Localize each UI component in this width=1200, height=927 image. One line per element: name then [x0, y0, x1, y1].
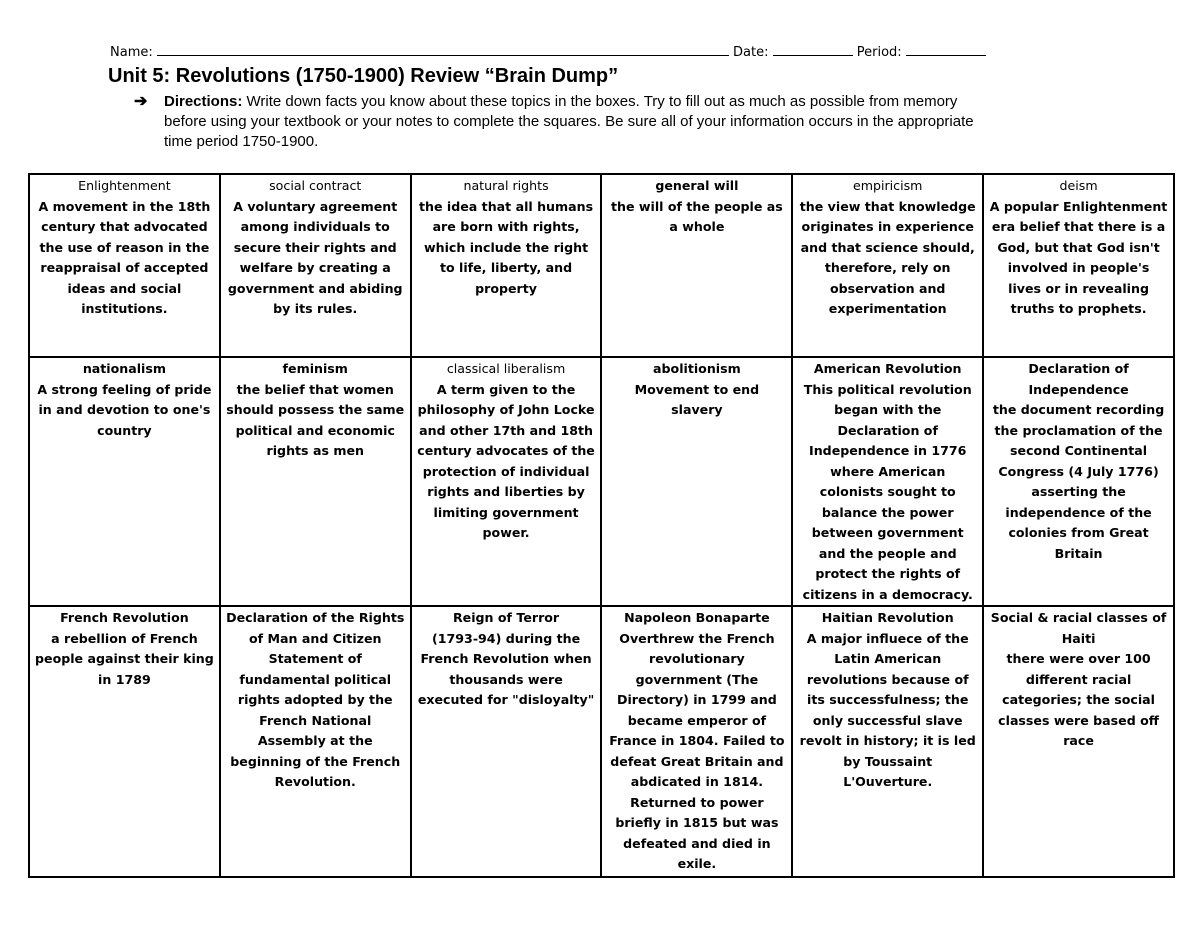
cell-definition: a rebellion of French people against their king in 1789 [35, 630, 214, 687]
grid-cell-haitian-revolution[interactable] [792, 606, 983, 877]
grid-cell-french-revolution[interactable] [29, 606, 220, 877]
grid-cell-nationalism[interactable] [29, 357, 220, 606]
cell-definition: the will of the people as a whole [611, 198, 783, 234]
cell-term: French Revolution [60, 610, 189, 625]
cell-definition: Movement to end slavery [634, 381, 760, 417]
name-label: Name: [110, 45, 153, 60]
cell-definition: the document recording the proclamation of the second Continental Congress (4 July 1776) asserting the independence of the colonies from Great Britain [992, 402, 1165, 561]
directions-label: Directions: [164, 93, 243, 110]
grid-cell-deism[interactable] [983, 174, 1174, 357]
grid-row [29, 606, 1174, 877]
grid-cell-natural-rights[interactable] [411, 174, 602, 357]
cell-definition: there were over 100 different racial categories; the social classes were based off race [998, 651, 1159, 748]
grid-cell-empiricism[interactable] [792, 174, 983, 357]
name-field[interactable] [157, 43, 729, 56]
date-label: Date: [733, 45, 769, 60]
cell-definition: A voluntary agreement among individuals to secure their rights and welfare by creating a government and abiding by its rules. [227, 198, 403, 316]
cell-term: classical liberalism [446, 361, 566, 376]
review-grid [28, 173, 1175, 878]
cell-definition: Statement of fundamental political rights adopted by the French National Assembly at the beginning of the French Revolution. [230, 651, 401, 789]
cell-term: abolitionism [653, 361, 741, 376]
cell-term: general will [655, 178, 739, 193]
cell-term: feminism [282, 361, 348, 376]
grid-cell-declaration-of-independence[interactable] [983, 357, 1174, 606]
period-label: Period: [856, 45, 902, 60]
grid-cell-classical-liberalism[interactable] [411, 357, 602, 606]
directions [136, 92, 1086, 152]
cell-term: natural rights [463, 178, 549, 193]
cell-term: empiricism [853, 178, 923, 193]
grid-cell-feminism[interactable] [220, 357, 411, 606]
cell-definition: A movement in the 18th century that advocated the use of reason in the reappraisal of accepted ideas and social institutions. [38, 198, 211, 316]
grid-cell-enlightenment[interactable] [29, 174, 220, 357]
cell-term: nationalism [82, 361, 166, 376]
grid-row [29, 174, 1174, 357]
directions-line-1 [136, 92, 1086, 112]
cell-definition: A popular Enlightenment era belief that there is a God, but that God isn't involved in people's lives or in revealing truths to prophets. [989, 198, 1168, 316]
cell-definition: (1793-94) during the French Revolution when thousands were executed for "disloyalty" [417, 630, 595, 707]
directions-line-2: before using your textbook or your notes to complete the squares. Be sure all of your information occurs in the appropriate [164, 113, 974, 130]
cell-definition: A strong feeling of pride in and devotion to one's country [37, 381, 212, 438]
grid-row [29, 357, 1174, 606]
cell-term: social contract [269, 178, 362, 193]
cell-term: Enlightenment [78, 178, 171, 193]
cell-term: American Revolution [813, 361, 962, 376]
cell-term: Reign of Terror [452, 610, 560, 625]
directions-line-3: time period 1750-1900. [164, 133, 319, 150]
grid-cell-reign-of-terror[interactable] [411, 606, 602, 877]
cell-term: Social & racial classes of Haiti [990, 610, 1167, 646]
page-title: Unit 5: Revolutions (1750-1900) Review “Brain Dump” [108, 65, 619, 87]
arrow-right-icon: ➔ [134, 93, 148, 110]
grid-cell-american-revolution[interactable] [792, 357, 983, 606]
cell-definition: A term given to the philosophy of John Locke and other 17th and 18th century advocates of the protection of individual rights and liberties by limiting government power. [417, 381, 595, 540]
grid-cell-rights-of-man[interactable] [220, 606, 411, 877]
cell-definition: This political revolution began with the Declaration of Independence in 1776 where American colonists sought to balance the power between government and the people and protect the rights of citizens in a democracy. [802, 381, 973, 602]
directions-text-1: Write down facts you know about these topics in the boxes. Try to fill out as much as possible from memory [242, 93, 958, 110]
cell-definition: Overthrew the French revolutionary government (The Directory) in 1799 and became emperor of France in 1804. Failed to defeat Great Britain and abdicated in 1814. Returned to power briefly in 1815 but was defeated and died in exile. [609, 630, 785, 871]
cell-definition: the idea that all humans are born with rights, which include the right to life, liberty, and property [419, 198, 594, 296]
cell-definition: A major influece of the Latin American revolutions because of its successfulness; the only successful slave revolt in history; it is led by Toussaint L'Ouverture. [799, 630, 976, 789]
cell-term: Napoleon Bonaparte [624, 610, 770, 625]
cell-definition: the view that knowledge originates in experience and that science should, therefore, rely on observation and experimentation [799, 198, 976, 316]
cell-term: Haitian Revolution [821, 610, 954, 625]
date-field[interactable] [773, 43, 853, 56]
cell-term: Declaration of the Rights of Man and Citizen [226, 610, 405, 646]
cell-definition: the belief that women should possess the same political and economic rights as men [226, 381, 405, 458]
grid-cell-social-contract[interactable] [220, 174, 411, 357]
grid-cell-general-will[interactable] [601, 174, 792, 357]
cell-term: deism [1059, 178, 1098, 193]
cell-term: Declaration of Independence [1028, 361, 1129, 397]
student-info-line [110, 43, 1010, 62]
grid-cell-napoleon[interactable] [601, 606, 792, 877]
period-field[interactable] [906, 43, 986, 56]
grid-cell-haiti-classes[interactable] [983, 606, 1174, 877]
grid-cell-abolitionism[interactable] [601, 357, 792, 606]
